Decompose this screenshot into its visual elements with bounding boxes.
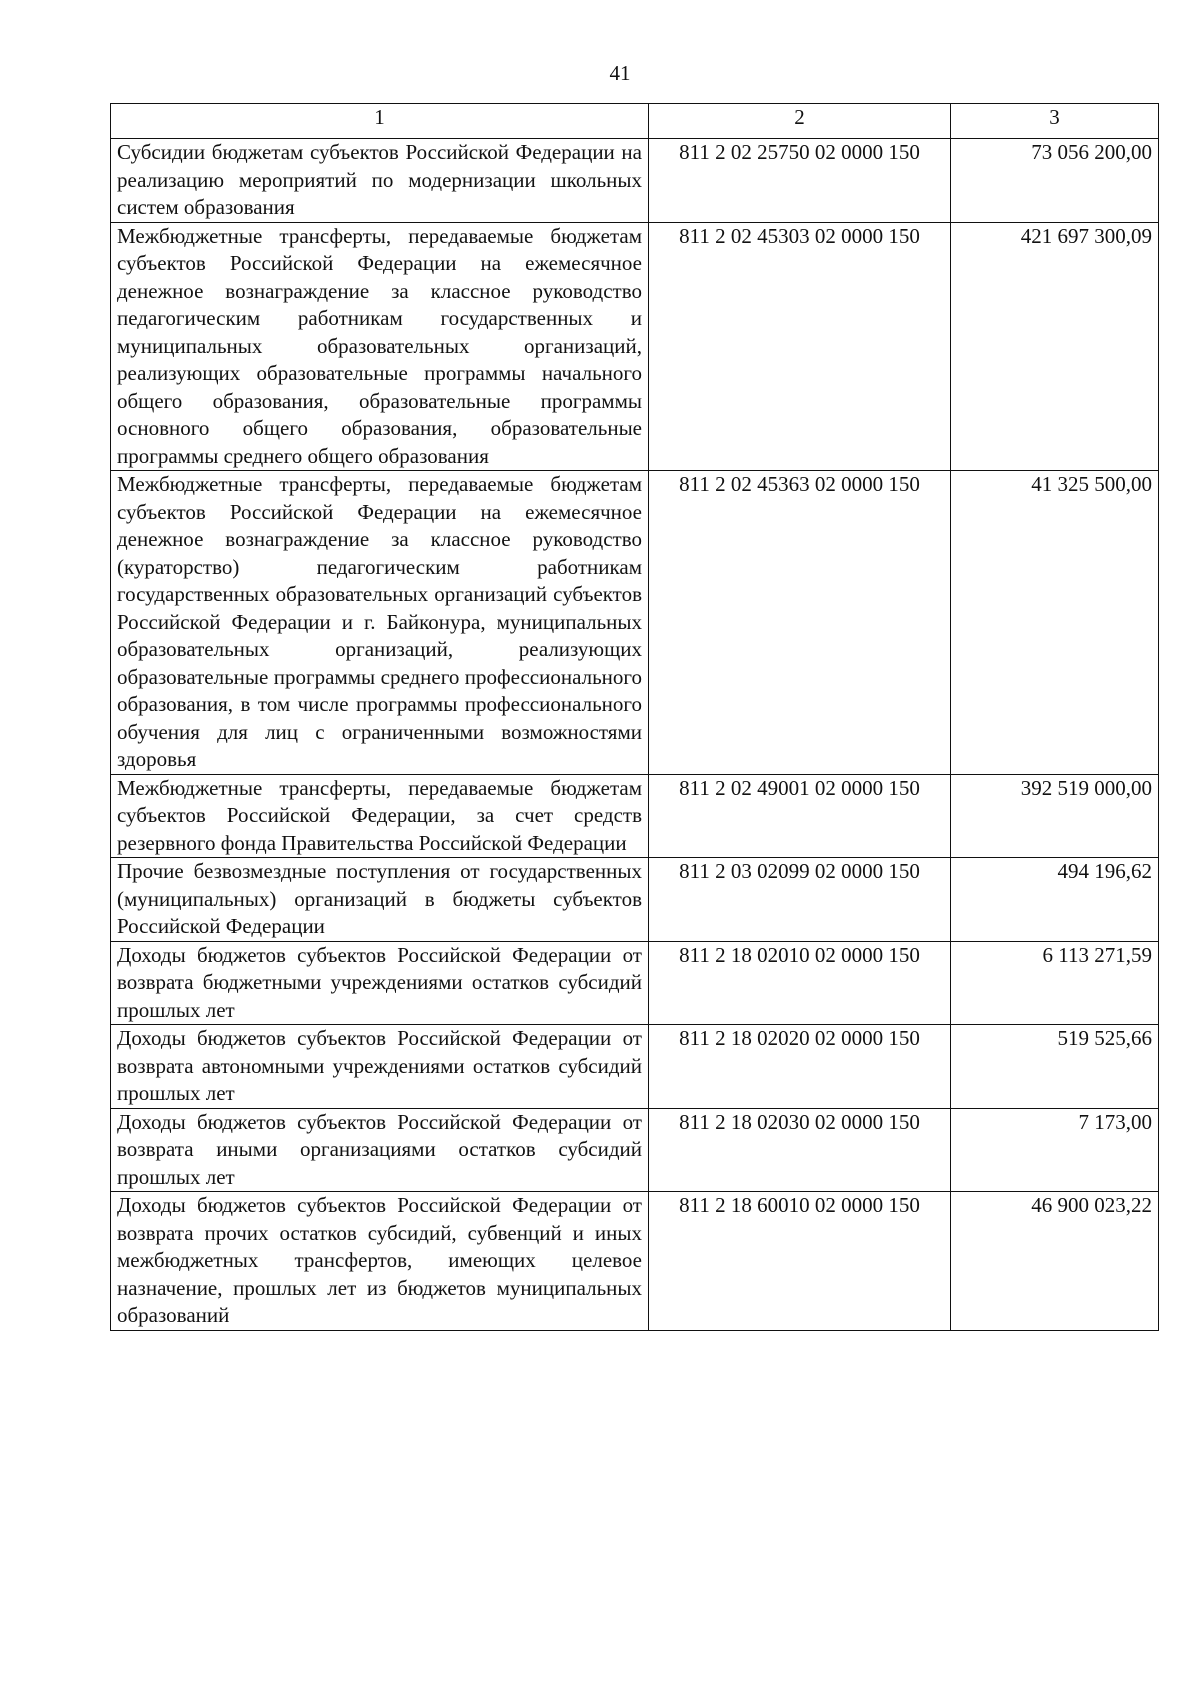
header-col-1: 1 (111, 104, 649, 139)
header-col-3: 3 (951, 104, 1159, 139)
table-row (111, 139, 1159, 223)
row-amount: 73 056 200,00 (951, 139, 1159, 223)
row-name: Доходы бюджетов субъектов Российской Федерации от возврата автономными учреждениями остатков субсидий прошлых лет (111, 1025, 649, 1109)
row-name: Доходы бюджетов субъектов Российской Федерации от возврата бюджетными учреждениями остатков субсидий прошлых лет (111, 941, 649, 1025)
table-header (111, 104, 1159, 139)
table-row (111, 1108, 1159, 1192)
row-name: Прочие безвозмездные поступления от государственных (муниципальных) организаций в бюджеты субъектов Российской Федерации (111, 858, 649, 942)
row-name: Межбюджетные трансферты, передаваемые бюджетам субъектов Российской Федерации на ежемесячное денежное вознаграждение за классное руководство педагогическим работникам государственных и муниципальных образовательных организаций, реализующих образовательные программы начального общего образования, образовательные программы основного общего образования, образовательные программы среднего общего образования (111, 222, 649, 471)
page-number: 41 (609, 61, 631, 85)
row-amount: 46 900 023,22 (951, 1192, 1159, 1331)
row-code: 811 2 02 49001 02 0000 150 (649, 774, 951, 858)
row-amount: 494 196,62 (951, 858, 1159, 942)
row-name: Субсидии бюджетам субъектов Российской Федерации на реализацию мероприятий по модернизации школьных систем образования (111, 139, 649, 223)
table-row (111, 1192, 1159, 1331)
header-col-2: 2 (649, 104, 951, 139)
row-amount: 7 173,00 (951, 1108, 1159, 1192)
row-amount: 392 519 000,00 (951, 774, 1159, 858)
row-amount: 6 113 271,59 (951, 941, 1159, 1025)
table-row (111, 471, 1159, 775)
row-amount: 421 697 300,09 (951, 222, 1159, 471)
row-amount: 519 525,66 (951, 1025, 1159, 1109)
row-name: Межбюджетные трансферты, передаваемые бюджетам субъектов Российской Федерации на ежемесячное денежное вознаграждение за классное руководство (кураторство) педагогическим работникам государственных образовательных организаций субъектов Российской Федерации и г. Байконура, муниципальных образовательных организаций, реализующих образовательные программы среднего профессионального образования, в том числе программы профессионального обучения для лиц с ограниченными возможностями здоровья (111, 471, 649, 775)
row-name: Доходы бюджетов субъектов Российской Федерации от возврата прочих остатков субсидий, субвенций и иных межбюджетных трансфертов, имеющих целевое назначение, прошлых лет из бюджетов муниципальных образований (111, 1192, 649, 1331)
row-code: 811 2 18 02010 02 0000 150 (649, 941, 951, 1025)
row-code: 811 2 03 02099 02 0000 150 (649, 858, 951, 942)
table-row (111, 941, 1159, 1025)
header-row (111, 104, 1159, 139)
row-code: 811 2 18 02020 02 0000 150 (649, 1025, 951, 1109)
table-row (111, 774, 1159, 858)
row-code: 811 2 02 25750 02 0000 150 (649, 139, 951, 223)
row-name: Доходы бюджетов субъектов Российской Федерации от возврата иными организациями остатков субсидий прошлых лет (111, 1108, 649, 1192)
table-row (111, 858, 1159, 942)
row-code: 811 2 02 45363 02 0000 150 (649, 471, 951, 775)
table-row (111, 222, 1159, 471)
row-code: 811 2 02 45303 02 0000 150 (649, 222, 951, 471)
table-row (111, 1025, 1159, 1109)
row-code: 811 2 18 60010 02 0000 150 (649, 1192, 951, 1331)
row-amount: 41 325 500,00 (951, 471, 1159, 775)
revenue-table (110, 103, 1159, 1331)
row-name: Межбюджетные трансферты, передаваемые бюджетам субъектов Российской Федерации, за счет средств резервного фонда Правительства Российской Федерации (111, 774, 649, 858)
row-code: 811 2 18 02030 02 0000 150 (649, 1108, 951, 1192)
table-body (111, 139, 1159, 1331)
